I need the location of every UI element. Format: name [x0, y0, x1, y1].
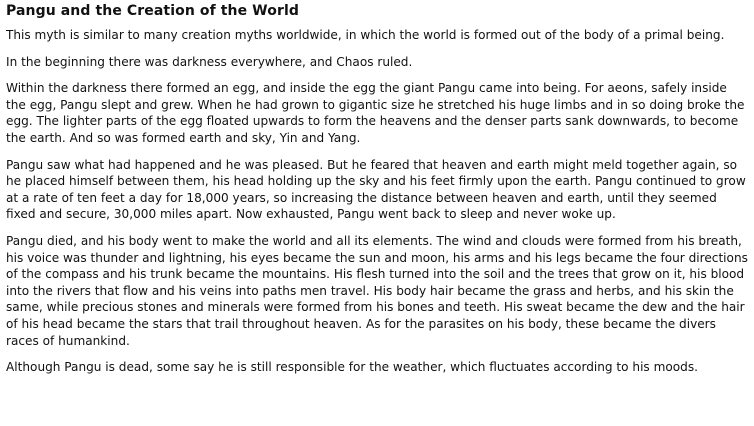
document-title: Pangu and the Creation of the World — [6, 3, 299, 19]
paragraph-intro: This myth is similar to many creation myths worldwide, in which the world is formed out of the body of a primal being. — [6, 28, 725, 42]
paragraph-egg: Within the darkness there formed an egg, and inside the egg the giant Pangu came into being. For aeons, safely inside the egg, Pangu slept and grew. When he had grown to gigantic size he stretched his huge limbs and in so doing broke the egg. The lighter parts of the egg floated upwards to form the heavens and the denser parts sank downwards, to become the earth. And so was formed earth and sky, Yin and Yang. — [6, 81, 745, 145]
paragraph-death: Pangu died, and his body went to make the world and all its elements. The wind and clouds were formed from his breath, his voice was thunder and lightning, his eyes became the sun and moon, his arms and his legs became the four directions of the compass and his trunk became the mountains. His flesh turned into the soil and the trees that grow on it, his blood into the rivers that flow and his veins into paths men travel. His body hair became the grass and herbs, and his skin the same, while precious stones and minerals were formed from his bones and teeth. His sweat became the dew and the hair of his head became the stars that trail throughout heaven. As for the parasites on his body, these became the divers races of humankind. — [6, 233, 748, 348]
paragraph-darkness: In the beginning there was darkness everywhere, and Chaos ruled. — [6, 54, 413, 69]
paragraph-growth: Pangu saw what had happened and he was pleased. But he feared that heaven and earth might meld together again, so he placed himself between them, his head holding up the sky and his feet firmly upon the earth. Pangu continued to grow at a rate of ten feet a day for 18,000 years, so increasing the distance between heaven and earth, until they seemed fixed and secure, 30,000 miles apart. Now exhausted, Pangu went back to sleep and never woke up. — [6, 157, 746, 222]
paragraph-weather: Although Pangu is dead, some say he is still responsible for the weather, which fluctuates according to his moods. — [6, 360, 698, 375]
